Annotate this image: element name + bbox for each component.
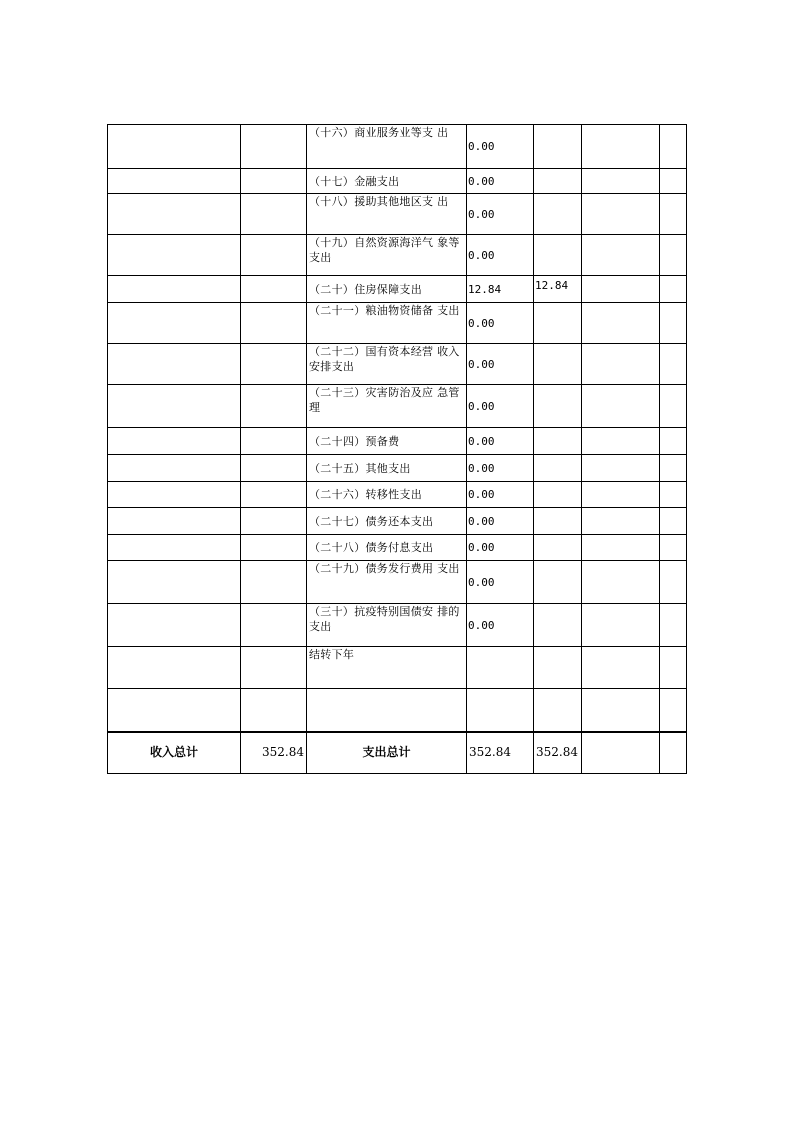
table-row <box>108 344 687 385</box>
empty-cell <box>660 303 687 344</box>
amount-cell-2 <box>534 561 582 604</box>
empty-cell <box>660 385 687 428</box>
amount-cell: 12.84 <box>467 276 534 303</box>
item-label: （二十一）粮油物资储备 支出 <box>307 303 467 344</box>
amount-cell-2 <box>534 508 582 535</box>
empty-cell <box>660 344 687 385</box>
table-row <box>108 455 687 482</box>
budget-table <box>107 124 687 774</box>
amount-cell-2 <box>534 482 582 508</box>
empty-cell <box>108 508 241 535</box>
item-label: （二十三）灾害防治及应 急管理 <box>307 385 467 428</box>
item-label: （二十）住房保障支出 <box>307 276 467 303</box>
empty-cell <box>660 689 687 732</box>
amount-cell: 0.00 <box>467 508 534 535</box>
amount-cell <box>467 689 534 732</box>
empty-cell <box>582 508 660 535</box>
empty-cell <box>660 276 687 303</box>
empty-cell <box>108 428 241 455</box>
total-row <box>108 732 687 774</box>
empty-cell <box>241 169 307 194</box>
empty-cell <box>241 344 307 385</box>
amount-cell-2 <box>534 235 582 276</box>
empty-cell <box>660 169 687 194</box>
table-row <box>108 482 687 508</box>
empty-cell <box>108 194 241 235</box>
amount-cell-2 <box>534 303 582 344</box>
empty-cell <box>241 647 307 689</box>
amount-cell-2 <box>534 194 582 235</box>
empty-cell <box>660 604 687 647</box>
table-row <box>108 194 687 235</box>
empty-cell <box>582 125 660 169</box>
item-label: （二十五）其他支出 <box>307 455 467 482</box>
empty-cell <box>660 194 687 235</box>
amount-cell-2 <box>534 647 582 689</box>
amount-cell-2 <box>534 689 582 732</box>
amount-cell: 0.00 <box>467 535 534 561</box>
item-label: 结转下年 <box>307 647 467 689</box>
item-label: （十六）商业服务业等支 出 <box>307 125 467 169</box>
table-row <box>108 508 687 535</box>
empty-cell <box>582 169 660 194</box>
table-row <box>108 428 687 455</box>
item-label: （二十九）债务发行费用 支出 <box>307 561 467 604</box>
empty-cell <box>582 344 660 385</box>
table-row <box>108 647 687 689</box>
table-body <box>108 125 687 732</box>
amount-cell-2: 12.84 <box>534 276 582 303</box>
empty-cell <box>241 455 307 482</box>
empty-cell <box>108 385 241 428</box>
empty-cell <box>108 303 241 344</box>
amount-cell: 0.00 <box>467 561 534 604</box>
expense-total-label: 支出总计 <box>307 732 467 774</box>
empty-cell <box>241 194 307 235</box>
amount-cell-2 <box>534 385 582 428</box>
item-label: （十八）援助其他地区支 出 <box>307 194 467 235</box>
table-row <box>108 385 687 428</box>
empty-cell <box>582 455 660 482</box>
table-row <box>108 561 687 604</box>
empty-cell <box>660 482 687 508</box>
item-label: （十九）自然资源海洋气 象等支出 <box>307 235 467 276</box>
amount-cell-2 <box>534 125 582 169</box>
table-row <box>108 276 687 303</box>
empty-cell <box>582 689 660 732</box>
empty-cell <box>108 482 241 508</box>
empty-cell <box>241 604 307 647</box>
item-label: （二十二）国有资本经营 收入安排支出 <box>307 344 467 385</box>
amount-cell: 0.00 <box>467 455 534 482</box>
empty-cell <box>660 561 687 604</box>
empty-cell <box>108 604 241 647</box>
item-label: （二十八）债务付息支出 <box>307 535 467 561</box>
empty-cell <box>241 508 307 535</box>
amount-cell-2 <box>534 428 582 455</box>
empty-cell <box>582 303 660 344</box>
empty-cell <box>241 125 307 169</box>
expense-total-amount-2: 352.84 <box>534 732 582 774</box>
item-label <box>307 689 467 732</box>
empty-cell <box>241 428 307 455</box>
empty-cell <box>241 385 307 428</box>
empty-cell <box>660 428 687 455</box>
empty-cell <box>241 276 307 303</box>
table-row <box>108 604 687 647</box>
amount-cell-2 <box>534 344 582 385</box>
empty-cell <box>582 732 660 774</box>
amount-cell: 0.00 <box>467 125 534 169</box>
expense-total-amount: 352.84 <box>467 732 534 774</box>
empty-cell <box>582 276 660 303</box>
empty-cell <box>108 535 241 561</box>
amount-cell: 0.00 <box>467 482 534 508</box>
table-row <box>108 169 687 194</box>
empty-cell <box>660 647 687 689</box>
empty-cell <box>660 508 687 535</box>
empty-cell <box>108 169 241 194</box>
table-row <box>108 535 687 561</box>
amount-cell: 0.00 <box>467 194 534 235</box>
empty-cell <box>108 276 241 303</box>
item-label: （三十）抗疫特别国债安 排的支出 <box>307 604 467 647</box>
empty-cell <box>582 604 660 647</box>
amount-cell: 0.00 <box>467 344 534 385</box>
empty-cell <box>108 455 241 482</box>
empty-cell <box>241 303 307 344</box>
amount-cell: 0.00 <box>467 604 534 647</box>
amount-cell-2 <box>534 169 582 194</box>
amount-cell-2 <box>534 535 582 561</box>
amount-cell-2 <box>534 455 582 482</box>
amount-cell-2 <box>534 604 582 647</box>
empty-cell <box>241 482 307 508</box>
empty-cell <box>582 235 660 276</box>
empty-cell <box>582 647 660 689</box>
table-row <box>108 303 687 344</box>
empty-cell <box>582 482 660 508</box>
empty-cell <box>660 732 687 774</box>
empty-cell <box>660 235 687 276</box>
empty-cell <box>241 535 307 561</box>
item-label: （十七）金融支出 <box>307 169 467 194</box>
table-row <box>108 689 687 732</box>
empty-cell <box>582 194 660 235</box>
amount-cell: 0.00 <box>467 235 534 276</box>
item-label: （二十六）转移性支出 <box>307 482 467 508</box>
empty-cell <box>241 689 307 732</box>
empty-cell <box>108 647 241 689</box>
income-total-amount: 352.84 <box>241 732 307 774</box>
amount-cell: 0.00 <box>467 385 534 428</box>
empty-cell <box>582 561 660 604</box>
table-row <box>108 125 687 169</box>
item-label: （二十七）债务还本支出 <box>307 508 467 535</box>
empty-cell <box>108 235 241 276</box>
empty-cell <box>108 689 241 732</box>
amount-cell: 0.00 <box>467 303 534 344</box>
income-total-label: 收入总计 <box>108 732 241 774</box>
empty-cell <box>660 125 687 169</box>
empty-cell <box>660 455 687 482</box>
empty-cell <box>241 235 307 276</box>
amount-cell <box>467 647 534 689</box>
empty-cell <box>108 344 241 385</box>
empty-cell <box>108 561 241 604</box>
empty-cell <box>108 125 241 169</box>
empty-cell <box>582 385 660 428</box>
empty-cell <box>241 561 307 604</box>
empty-cell <box>582 428 660 455</box>
amount-cell: 0.00 <box>467 428 534 455</box>
empty-cell <box>582 535 660 561</box>
empty-cell <box>660 535 687 561</box>
amount-cell: 0.00 <box>467 169 534 194</box>
table-row <box>108 235 687 276</box>
item-label: （二十四）预备费 <box>307 428 467 455</box>
